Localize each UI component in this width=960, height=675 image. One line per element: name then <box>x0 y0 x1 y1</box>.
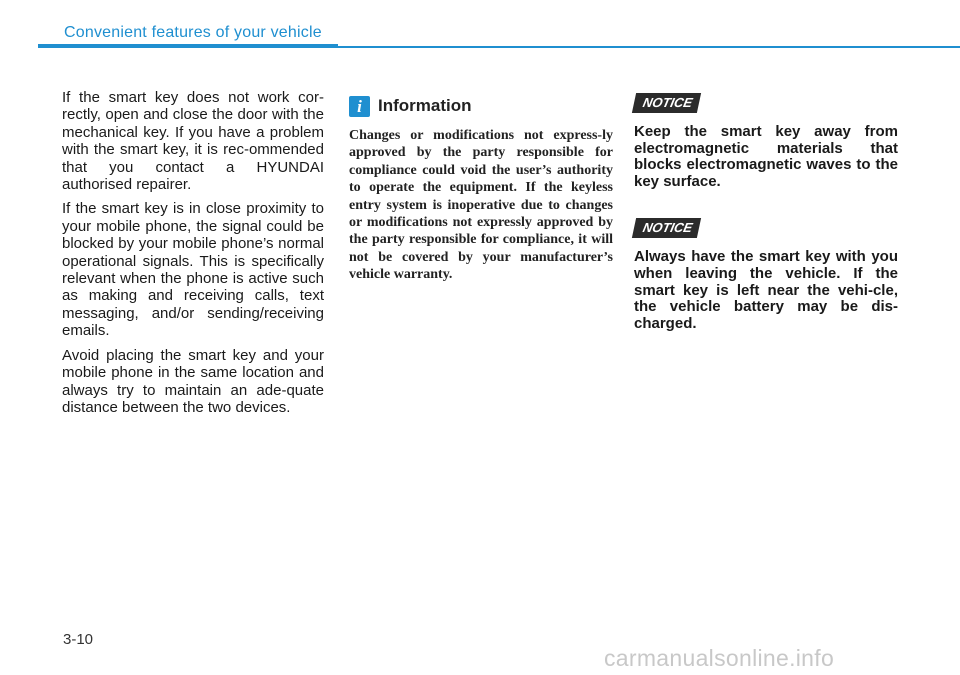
notice-badge: NOTICE <box>632 93 701 113</box>
notice-text: Keep the smart key away from electromagnetic materials that blocks electromagnetic waves to the key surface. <box>634 123 898 190</box>
left-column <box>62 89 324 423</box>
notice-badge: NOTICE <box>632 218 701 238</box>
notice-block <box>634 214 898 332</box>
information-title: Information <box>378 96 472 115</box>
page-number: 3-10 <box>63 631 94 648</box>
information-text: Changes or modifications not express-ly approved by the party responsible for compliance could void the user’s authority to operate the equipment. If the keyless entry system is inoperative due to changes or modifications not expressly approved by the party responsible for compliance, it will not be covered by your manufacturer’s vehicle warranty. <box>349 128 613 283</box>
information-header <box>349 91 613 121</box>
information-box <box>349 89 613 284</box>
watermark: carmanualsonline.info <box>604 645 835 671</box>
header-rule-thick <box>38 44 338 48</box>
body-paragraph: If the smart key is in close proximity to your mobile phone, the signal could be blocked by your mobile phone’s normal operational signals. This is specifically relevant when the phone is active such as making and receiving calls, text messaging, and/or sending/receiving emails. <box>62 200 324 340</box>
section-title: Convenient features of your vehicle <box>64 24 322 41</box>
body-paragraph: If the smart key does not work cor-rectly, open and close the door with the mechanical key. If you have a problem with the smart key, it is rec-ommended that you contact a HYUNDAI authorised repairer. <box>62 89 324 194</box>
header-rule-thin <box>338 46 960 48</box>
body-paragraph: Avoid placing the smart key and your mobile phone in the same location and always try to maintain an ade-quate distance between the two devices. <box>62 346 324 416</box>
info-icon: i <box>349 96 370 117</box>
notice-text: Always have the smart key with you when leaving the vehicle. If the smart key is left near the vehi-cle, the vehicle battery may be dis-charged. <box>634 248 898 332</box>
notice-block <box>634 89 898 190</box>
notices-column <box>634 89 898 332</box>
